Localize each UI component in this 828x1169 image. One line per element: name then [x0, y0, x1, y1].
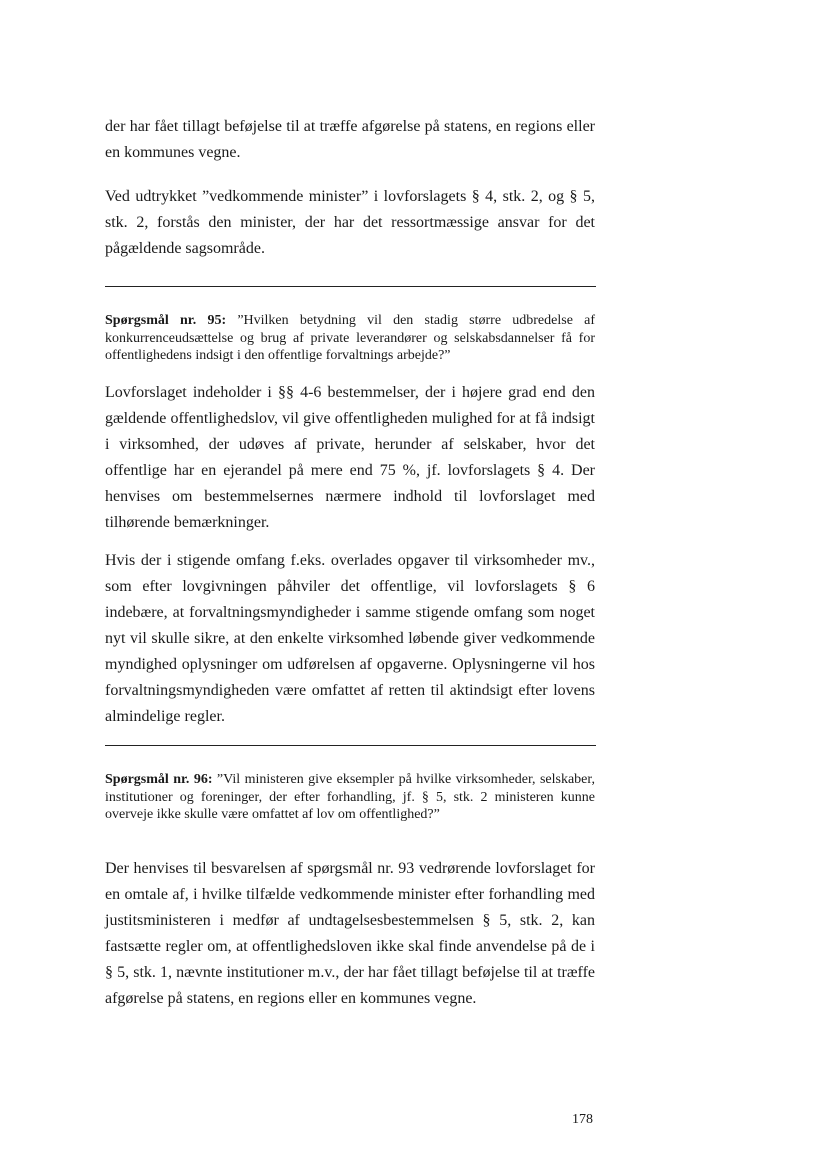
answer-95-paragraph-2: Hvis der i stigende omfang f.eks. overlades opgaver til virksomheder mv., som efter lovgivningen påhviler det offentlige, vil lovforslagets § 6 indebære, at forvaltningsmyndigheder i samme stigende omfang som noget nyt vil skulle sikre, at den enkelte virksomhed løbende giver vedkommende myndighed oplysninger om udførelsen af opgaverne. Oplysningerne vil hos forvaltningsmyndigheden være omfattet af retten til aktindsigt efter lovens almindelige regler.	[105, 552, 595, 725]
paragraph-continuation: der har fået tillagt beføjelse til at træffe afgørelse på statens, en regions eller en kommunes vegne.	[105, 118, 595, 161]
question-96-text: ”Vil ministeren give eksempler på hvilke virksomheder, selskaber, institutioner og foreninger, der efter forhandling, jf. § 5, stk. 2 ministeren kunne overveje ikke skulle være omfattet af lov om offentlighed?”	[105, 772, 595, 822]
paragraph-minister-definition: Ved udtrykket ”vedkommende minister” i lovforslagets § 4, stk. 2, og § 5, stk. 2, forstås den minister, der har det ressortmæssige ansvar for det pågældende sagsområde.	[105, 188, 595, 257]
section-divider	[105, 286, 596, 287]
question-95	[105, 312, 595, 365]
question-95-label: Spørgsmål nr. 95:	[105, 313, 227, 328]
answer-95-paragraph-1: Lovforslaget indeholder i §§ 4-6 bestemmelser, der i højere grad end den gældende offentlighedslov, vil give offentligheden mulighed for at få indsigt i virksomhed, der udøves af private, herunder af selskaber, hvor det offentlige har en ejerandel på mere end 75 %, jf. lovforslagets § 4. Der henvises om bestemmelsernes nærmere indhold til lovforslaget med tilhørende bemærkninger.	[105, 384, 595, 531]
question-96-label: Spørgsmål nr. 96:	[105, 772, 213, 787]
section-divider	[105, 745, 596, 746]
question-95-text: ”Hvilken betydning vil den stadig større udbredelse af konkurrenceudsættelse og brug af private leverandører og selskabsdannelser få for offentlighedens indsigt i den offentlige forvaltnings arbejde?”	[105, 313, 595, 363]
page-number: 178	[572, 1112, 593, 1127]
answer-96: Der henvises til besvarelsen af spørgsmål nr. 93 vedrørende lovforslaget for en omtale af, i hvilke tilfælde vedkommende minister efter forhandling med justitsministeren i medfør af undtagelsesbestemmelsen § 5, stk. 2, kan fastsætte regler om, at offentlighedsloven ikke skal finde anvendelse på de i § 5, stk. 1, nævnte institutioner m.v., der har fået tillagt beføjelse til at træffe afgørelse på statens, en regions eller en kommunes vegne.	[105, 860, 595, 1007]
question-96	[105, 771, 595, 824]
